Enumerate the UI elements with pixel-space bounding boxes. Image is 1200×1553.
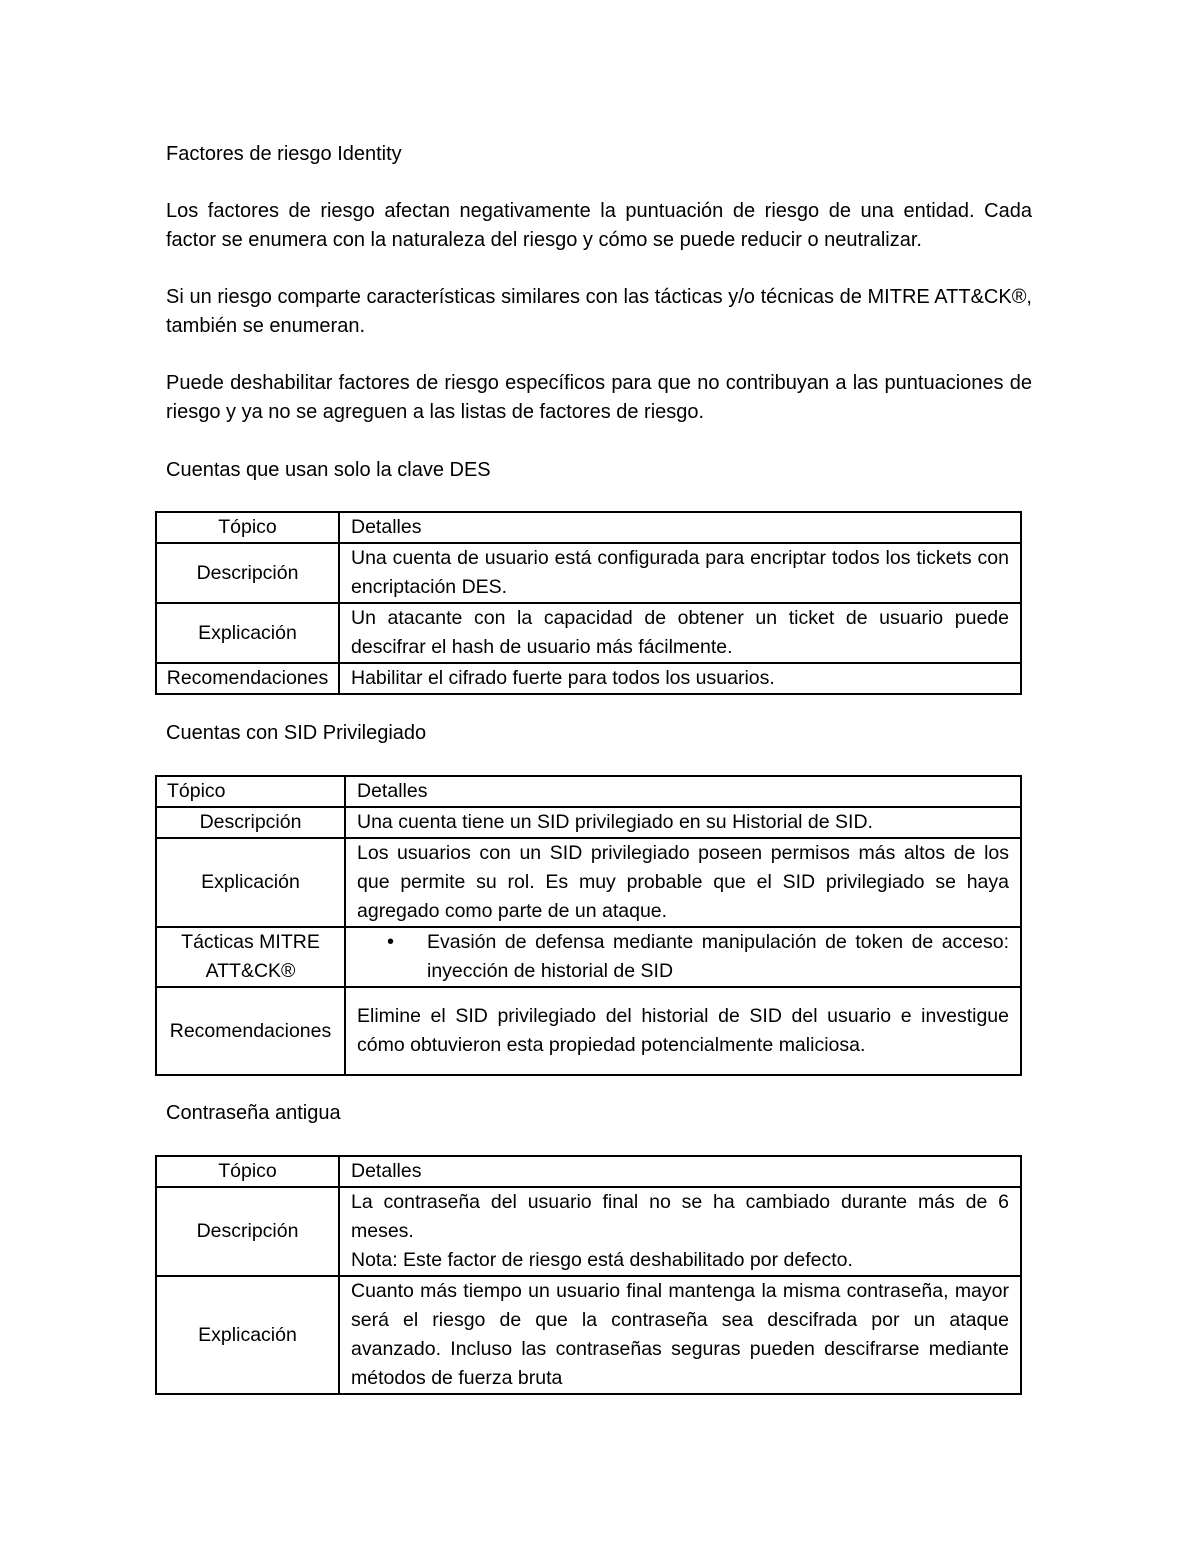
bullet-text: Evasión de defensa mediante manipulación de token de acceso: inyección de historial de SID — [427, 931, 1009, 982]
row-topic: Descripción — [156, 807, 345, 838]
header-details: Detalles — [339, 1156, 1021, 1187]
table-header-row — [156, 512, 1021, 543]
risk-table-privileged-sid — [155, 775, 1022, 1076]
risk-table-des-key — [155, 511, 1022, 695]
table-row — [156, 603, 1021, 663]
risk-table-old-password — [155, 1155, 1022, 1395]
table-row — [156, 927, 1021, 987]
document-title: Factores de riesgo Identity — [166, 143, 402, 165]
table-row — [156, 807, 1021, 838]
table-row — [156, 543, 1021, 603]
intro-paragraph-1: Los factores de riesgo afectan negativamente la puntuación de riesgo de una entidad. Cada factor se enumera con la naturaleza del riesgo y cómo se puede reducir o neutralizar. — [166, 200, 1032, 251]
header-details: Detalles — [345, 776, 1021, 807]
row-detail: Los usuarios con un SID privilegiado poseen permisos más altos de los que permite su rol. Es muy probable que el SID privilegiado se haya agregado como parte de un ataque. — [345, 838, 1021, 927]
table-header-row — [156, 776, 1021, 807]
row-detail: Un atacante con la capacidad de obtener un ticket de usuario puede descifrar el hash de usuario más fácilmente. — [339, 603, 1021, 663]
header-details: Detalles — [339, 512, 1021, 543]
header-topic: Tópico — [156, 512, 339, 543]
header-topic: Tópico — [156, 1156, 339, 1187]
row-topic-mitre — [156, 927, 345, 987]
row-topic: Descripción — [156, 1187, 339, 1276]
row-topic: Recomendaciones — [156, 663, 339, 694]
section-heading-privileged-sid: Cuentas con SID Privilegiado — [166, 722, 427, 744]
bullet-list-item — [357, 928, 1009, 986]
row-detail: Cuanto más tiempo un usuario final mantenga la misma contraseña, mayor será el riesgo de que la contraseña sea descifrada por un ataque avanzado. Incluso las contraseñas seguras pueden descifrarse mediante métodos de fuerza bruta — [339, 1276, 1021, 1394]
row-topic: Explicación — [156, 1276, 339, 1394]
row-topic: Explicación — [156, 603, 339, 663]
section-heading-old-password: Contraseña antigua — [166, 1102, 341, 1124]
mitre-topic-line-2: ATT&CK® — [205, 960, 296, 982]
row-topic: Descripción — [156, 543, 339, 603]
header-topic: Tópico — [156, 776, 345, 807]
table-row — [156, 663, 1021, 694]
row-topic: Explicación — [156, 838, 345, 927]
table-row — [156, 987, 1021, 1075]
row-detail: Elimine el SID privilegiado del historial de SID del usuario e investigue cómo obtuvieron esta propiedad potencialmente maliciosa. — [345, 987, 1021, 1075]
intro-paragraph-2: Si un riesgo comparte características similares con las tácticas y/o técnicas de MITRE ATT&CK®, también se enumeran. — [166, 286, 1032, 337]
table-row — [156, 1187, 1021, 1276]
row-detail: Habilitar el cifrado fuerte para todos los usuarios. — [339, 663, 1021, 694]
intro-paragraph-3: Puede deshabilitar factores de riesgo específicos para que no contribuyan a las puntuaciones de riesgo y ya no se agreguen a las listas de factores de riesgo. — [166, 372, 1032, 423]
row-detail: Una cuenta de usuario está configurada para encriptar todos los tickets con encriptación DES. — [339, 543, 1021, 603]
row-detail — [339, 1187, 1021, 1276]
note-text: Nota: Este factor de riesgo está deshabilitado por defecto. — [351, 1249, 853, 1271]
table-header-row — [156, 1156, 1021, 1187]
mitre-topic-line-1: Tácticas MITRE — [181, 931, 320, 953]
table-row — [156, 1276, 1021, 1394]
description-text: La contraseña del usuario final no se ha cambiado durante más de 6 meses. — [351, 1191, 1009, 1242]
row-detail — [345, 927, 1021, 987]
table-row — [156, 838, 1021, 927]
section-heading-des-key: Cuentas que usan solo la clave DES — [166, 459, 491, 481]
bullet-icon: • — [387, 931, 395, 953]
row-topic: Recomendaciones — [156, 987, 345, 1075]
row-detail: Una cuenta tiene un SID privilegiado en su Historial de SID. — [345, 807, 1021, 838]
